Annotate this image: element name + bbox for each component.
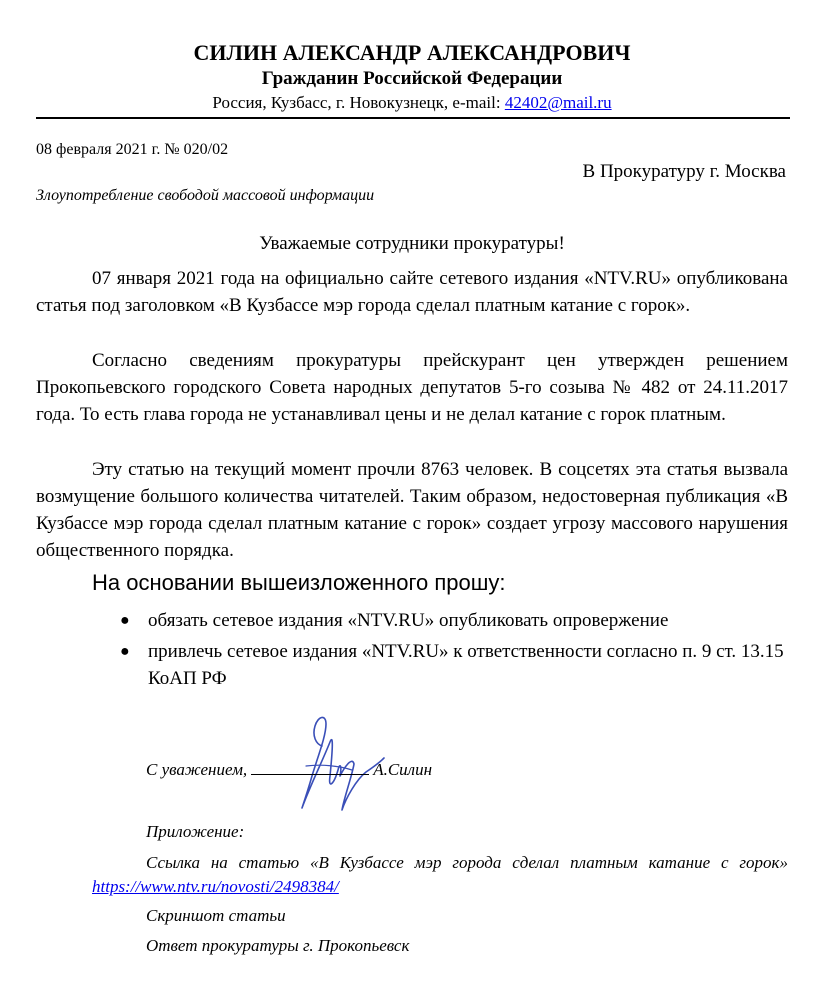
attachment-article-link [92, 851, 788, 899]
bullet-icon: ● [120, 643, 130, 660]
request-list [36, 607, 788, 696]
sender-address: Россия, Кузбасс, г. Новокузнецк, e-mail: [212, 93, 505, 112]
sender-citizenship: Гражданин Российской Федерации [261, 68, 563, 89]
attachment-article-text: Ссылка на статью «В Кузбассе мэр города сделал платным катание с горок» [146, 853, 788, 872]
body-paragraph-1: 07 января 2021 года на официально сайте сетевого издания «NTV.RU» опубликована статья под заголовком «В Кузбассе мэр города сделал платным катание с горок». [36, 268, 788, 316]
attachment-screenshot: Скриншот статьи [146, 906, 286, 925]
closing: С уважением, [146, 760, 248, 779]
addressee: В Прокуратуру г. Москва [582, 161, 786, 182]
document-date-number: 08 февраля 2021 г. № 020/02 [36, 141, 229, 158]
greeting: Уважаемые сотрудники прокуратуры! [259, 233, 565, 254]
body-paragraph-3: Эту статью на текущий момент прочли 8763 человек. В соцсетях эта статья вызвала возмущение большого количества читателей. Таким образом, недостоверная публикация «В Кузбассе мэр города сделал платным катание с горок» создает угрозу массового нарушения общественного порядка. [36, 459, 788, 561]
request-item [36, 607, 788, 634]
request-text: привлечь сетевое издания «NTV.RU» к ответственности согласно п. 9 ст. 13.15 КоАП РФ [148, 641, 784, 689]
signature-line [146, 760, 432, 780]
request-text: обязать сетевое издания «NTV.RU» опубликовать опровержение [148, 610, 669, 631]
body-paragraph-2: Согласно сведениям прокуратуры прейскурант цен утвержден решением Прокопьевского городского Совета народных депутатов 5-го созыва № 482 от 24.11.2017 года. То есть глава города не устанавливал цены и не делал катание с горок платным. [36, 350, 788, 425]
request-item [36, 638, 788, 692]
email-link[interactable]: 42402@mail.ru [504, 93, 612, 112]
sender-name: СИЛИН АЛЕКСАНДР АЛЕКСАНДРОВИЧ [193, 40, 631, 65]
attachments-title: Приложение: [146, 822, 245, 841]
subject-line: Злоупотребление свободой массовой информации [36, 187, 375, 204]
signer-name: А.Силин [373, 760, 433, 779]
request-title: На основании вышеизложенного прошу: [92, 570, 506, 595]
bullet-icon: ● [120, 612, 130, 629]
signature-blank [251, 760, 369, 775]
header-divider [36, 117, 790, 119]
sender-contacts [0, 93, 824, 113]
attachment-prosecutor-answer: Ответ прокуратуры г. Прокопьевск [146, 936, 410, 955]
article-url-link[interactable]: https://www.ntv.ru/novosti/2498384/ [92, 877, 339, 896]
